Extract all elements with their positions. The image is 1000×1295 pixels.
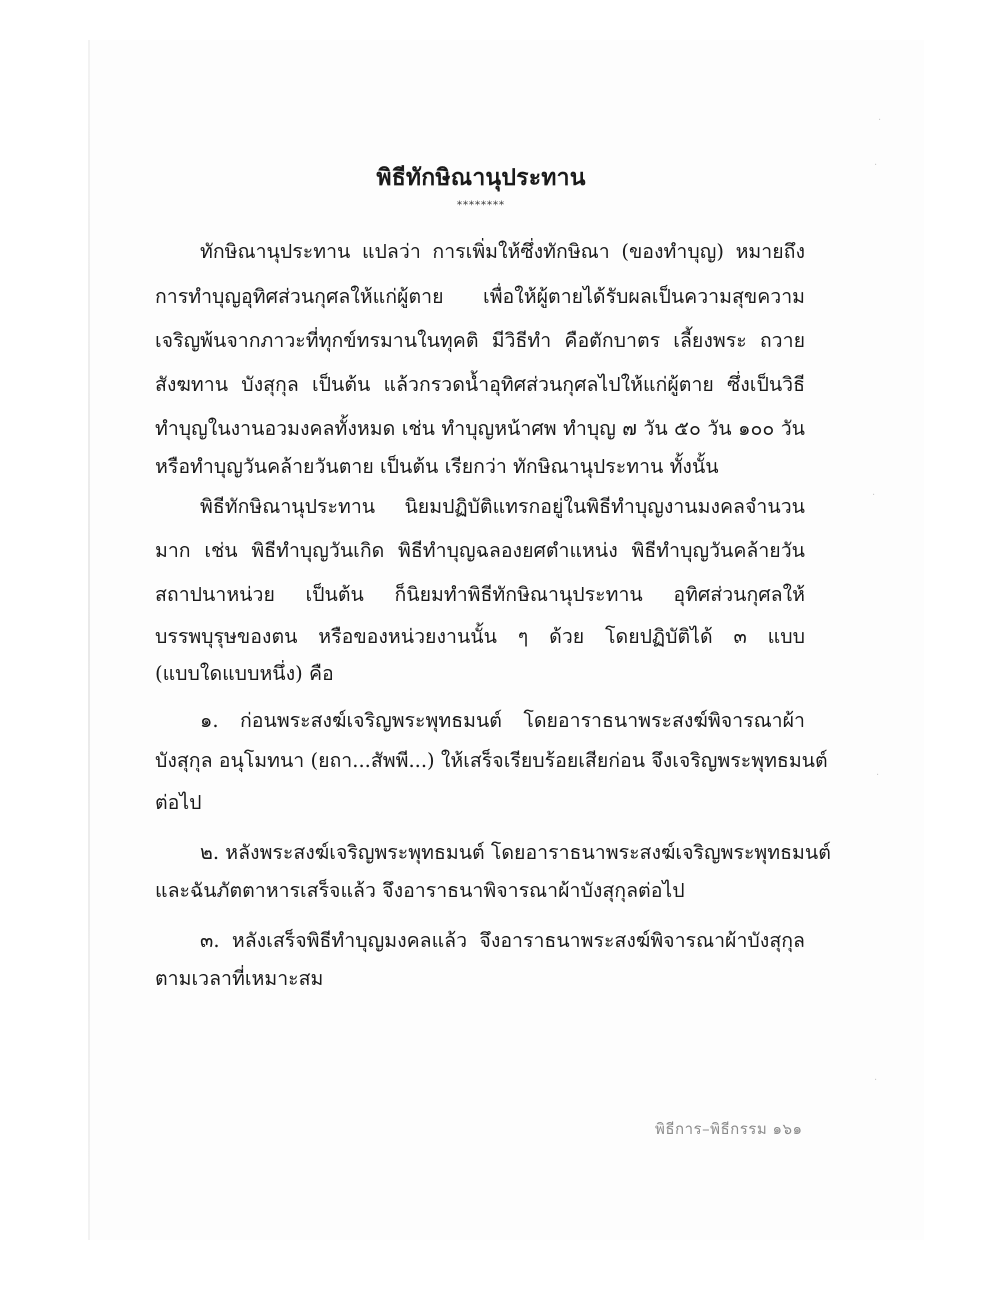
scan-mark: · — [874, 1075, 878, 1086]
paragraph-1-line-6: หรือทำบุญวันคล้ายวันตาย เป็นต้น เรียกว่า ทักษิณานุประทาน ทั้งนั้น — [155, 455, 719, 478]
scan-edge — [88, 40, 90, 1240]
paragraph-2-line-4: บรรพบุรุษของตน หรือของหน่วยงานนั้น ๆ ด้วย โดยปฏิบัติได้ ๓ แบบ — [155, 625, 805, 648]
page-footer: พิธีการ–พิธีกรรม ๑๖๑ — [655, 1120, 803, 1138]
item-3-line-1: ๓. หลังเสร็จพิธีทำบุญมงคลแล้ว จึงอาราธนาพระสงฆ์พิจารณาผ้าบังสุกุล — [200, 929, 805, 952]
paragraph-2-line-2: มาก เช่น พิธีทำบุญวันเกิด พิธีทำบุญฉลองยศตำแหน่ง พิธีทำบุญวันคล้ายวัน — [155, 539, 805, 562]
item-2-line-1: ๒. หลังพระสงฆ์เจริญพระพุทธมนต์ โดยอาราธนาพระสงฆ์เจริญพระพุทธมนต์ — [200, 841, 831, 864]
paragraph-1-line-1: ทักษิณานุประทาน แปลว่า การเพิ่มให้ซึ่งทักษิณา (ของทำบุญ) หมายถึง — [200, 240, 805, 263]
title-separator: ******** — [457, 200, 505, 211]
paragraph-1-line-4: สังฆทาน บังสุกุล เป็นต้น แล้วกรวดน้ำอุทิศส่วนกุศลไปให้แก่ผู้ตาย ซึ่งเป็นวิธี — [155, 373, 805, 396]
paragraph-1-line-5: ทำบุญในงานอวมงคลทั้งหมด เช่น ทำบุญหน้าศพ ทำบุญ ๗ วัน ๕๐ วัน ๑๐๐ วัน — [155, 417, 805, 440]
paragraph-1-line-3: เจริญพ้นจากภาวะที่ทุกข์ทรมานในทุคติ มีวิธีทำ คือตักบาตร เลี้ยงพระ ถวาย — [155, 329, 805, 352]
item-1-line-1: ๑. ก่อนพระสงฆ์เจริญพระพุทธมนต์ โดยอาราธนาพระสงฆ์พิจารณาผ้า — [200, 709, 805, 732]
scan-mark: · — [876, 770, 880, 781]
paragraph-2-line-1: พิธีทักษิณานุประทาน นิยมปฏิบัติแทรกอยู่ในพิธีทำบุญงานมงคลจำนวน — [200, 495, 805, 518]
item-1-line-3: ต่อไป — [155, 791, 202, 814]
document-title: พิธีทักษิณานุประทาน — [376, 164, 586, 191]
item-3-line-2: ตามเวลาที่เหมาะสม — [155, 967, 324, 990]
scan-mark: · — [872, 490, 876, 501]
item-1-line-2: บังสุกุล อนุโมทนา (ยถา...สัพพี...) ให้เสร็จเรียบร้อยเสียก่อน จึงเจริญพระพุทธมนต์ — [155, 749, 828, 772]
paragraph-2-line-3: สถาปนาหน่วย เป็นต้น ก็นิยมทำพิธีทักษิณานุประทาน อุทิศส่วนกุศลให้ — [155, 583, 805, 606]
item-2-line-2: และฉันภัตตาหารเสร็จแล้ว จึงอาราธนาพิจารณาผ้าบังสุกุลต่อไป — [155, 879, 685, 902]
paragraph-1-line-2: การทำบุญอุทิศส่วนกุศลให้แก่ผู้ตาย เพื่อให้ผู้ตายได้รับผลเป็นความสุขความ — [155, 285, 805, 308]
paragraph-2-line-5: (แบบใดแบบหนึ่ง) คือ — [155, 662, 334, 685]
scan-mark: · — [874, 160, 878, 171]
scan-mark: · — [878, 115, 882, 126]
